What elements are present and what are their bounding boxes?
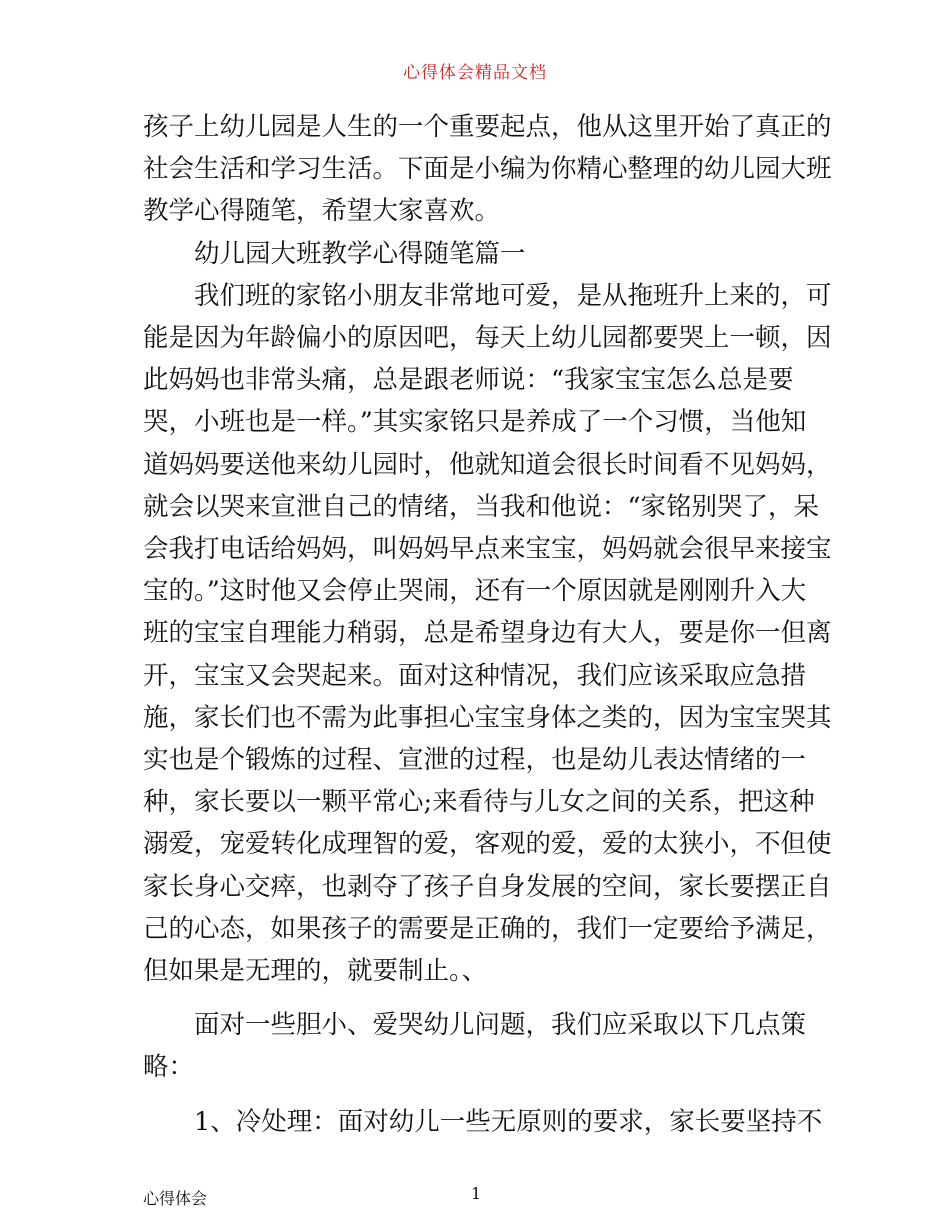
text-line: 略：	[143, 1052, 195, 1083]
text-line: 1、冷处理：面对幼儿一些无原则的要求，家长要坚持不	[143, 1106, 823, 1137]
text-line: 会我打电话给妈妈，叫妈妈早点来宝宝，妈妈就会很早来接宝	[143, 534, 832, 565]
text-line: 己的心态，如果孩子的需要是正确的，我们一定要给予满足，	[143, 913, 832, 944]
text-line: 孩子上幼儿园是人生的一个重要起点，他从这里开始了真正的	[143, 112, 832, 142]
text-line: 面对一些胆小、爱哭幼儿问题，我们应采取以下几点策	[143, 1010, 807, 1041]
text-line: 施，家长们也不需为此事担心宝宝身体之类的，因为宝宝哭其	[143, 702, 832, 733]
text-line: 宝的。”这时他又会停止哭闹，还有一个原因就是刚刚升入大	[143, 576, 807, 607]
text-line: 教学心得随笔，希望大家喜欢。	[143, 196, 501, 227]
section-heading	[143, 233, 815, 275]
text-line: 能是因为年龄偏小的原因吧，每天上幼儿园都要哭上一顿，因	[143, 323, 832, 354]
text-line: 社会生活和学习生活。下面是小编为你精心整理的幼儿园大班	[143, 154, 832, 185]
text-line: 哭，小班也是一样。”其实家铭只是养成了一个习惯，当他知	[143, 407, 807, 438]
text-line: 就会以哭来宣泄自己的情绪，当我和他说：“家铭别哭了，呆	[143, 491, 820, 522]
text-line: 此妈妈也非常头痛，总是跟老师说：“我家宝宝怎么总是要	[143, 365, 794, 396]
text-line: 家长身心交瘁，也剥夺了孩子自身发展的空间，家长要摆正自	[143, 871, 832, 902]
text-line: 班的宝宝自理能力稍弱，总是希望身边有大人，要是你一但离	[143, 618, 832, 649]
text-line: 开，宝宝又会哭起来。面对这种情况，我们应该采取应急措	[143, 660, 807, 691]
document-body	[143, 106, 832, 1143]
text-line: 幼儿园大班教学心得随笔篇一	[143, 238, 526, 269]
paragraph-story	[143, 275, 832, 992]
text-line: 但如果是无理的，就要制止。、	[143, 956, 488, 987]
page-number: 1	[471, 1184, 482, 1203]
page-header-title: 心得体会精品文档	[403, 63, 547, 83]
text-line: 我们班的家铭小朋友非常地可爱，是从拖班升上来的，可	[143, 280, 832, 311]
text-line: 道妈妈要送他来幼儿园时，他就知道会很长时间看不见妈妈，	[143, 449, 832, 480]
text-line: 溺爱，宠爱转化成理智的爱，客观的爱，爱的太狭小，不但使	[143, 829, 832, 860]
paragraph-intro	[143, 106, 832, 233]
paragraph-strategies	[143, 1004, 815, 1088]
text-line: 种，家长要以一颗平常心;来看待与儿女之间的关系，把这种	[143, 787, 815, 818]
paragraph-cold-handling	[143, 1101, 823, 1143]
footer-label: 心得体会	[143, 1189, 208, 1208]
text-line: 实也是个锻炼的过程、宣泄的过程，也是幼儿表达情绪的一	[143, 745, 807, 776]
